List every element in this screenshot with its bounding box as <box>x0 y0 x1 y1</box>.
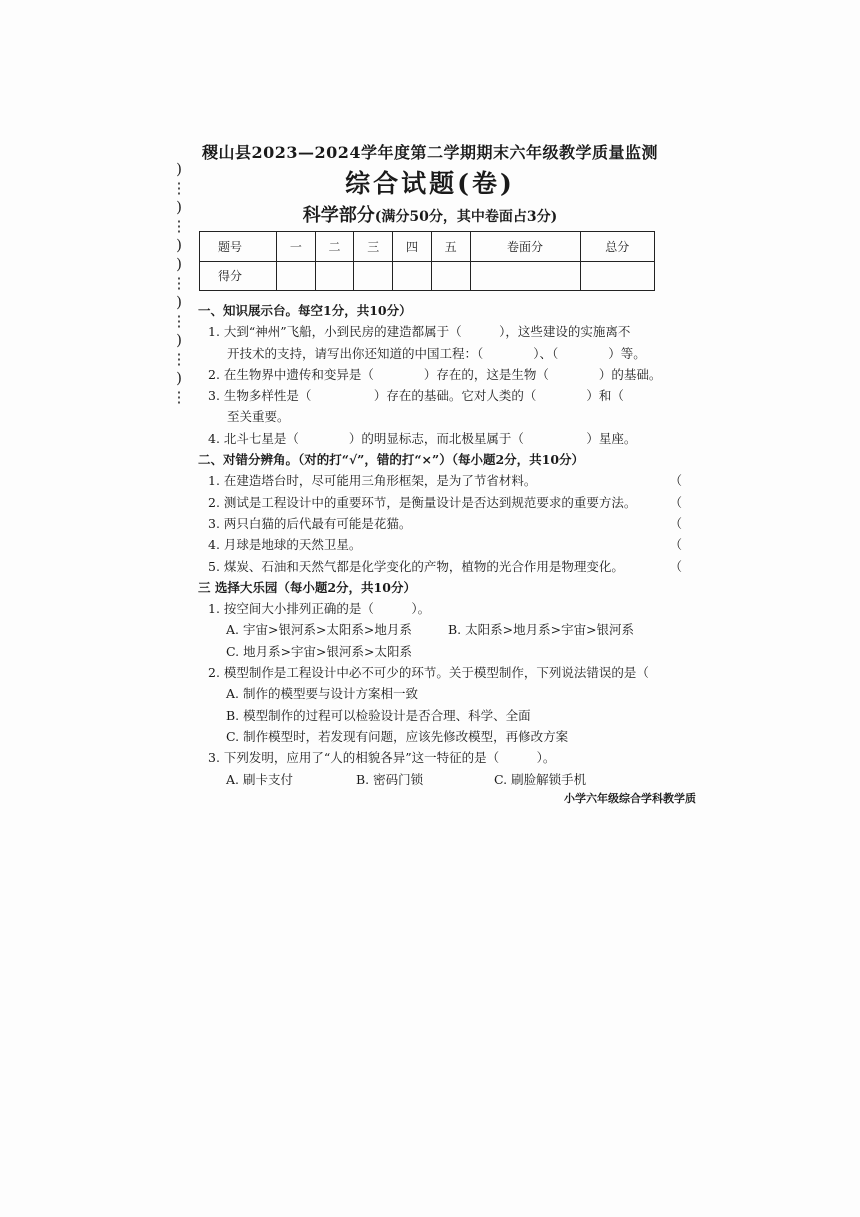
score-blank-cell <box>315 261 354 291</box>
score-blank-cell <box>393 261 432 291</box>
question-line: 2. 在生物界中遗传和变异是（ ）存在的，这是生物（ ）的基础。 <box>208 366 662 382</box>
margin-mark: ⋮ <box>171 179 187 197</box>
subtitle-part: 科学部分 <box>302 205 375 226</box>
margin-mark: ) <box>176 236 182 254</box>
question-line: 开技术的支持，请写出你还知道的中国工程：（ ）、（ ）等。 <box>227 345 646 361</box>
judge-item <box>198 556 682 577</box>
choice-option: C. 刷脸解锁手机 <box>494 771 587 787</box>
choice-question: 2. 模型制作是工程设计中必不可少的环节。关于模型制作，下列说法错误的是（ <box>208 665 649 681</box>
margin-mark: ) <box>176 255 182 273</box>
judge-item <box>198 513 682 534</box>
score-cell: 卷面分 <box>470 232 580 262</box>
score-table <box>199 231 655 291</box>
margin-mark: ⋮ <box>171 388 187 406</box>
choice-question: 3. 下列发明，应用了“人的相貌各异”这一特征的是（ ）。 <box>208 750 556 766</box>
score-table-score-row <box>200 261 655 291</box>
score-cell: 题号 <box>200 232 277 262</box>
exam-header-line: 稷山县2023—2024学年度第二学期期末六年级教学质量监测 <box>201 143 659 162</box>
score-cell: 四 <box>393 232 432 262</box>
choice-option: A. 宇宙>银河系>太阳系>地月系 <box>226 622 412 638</box>
choice-option: A. 制作的模型要与设计方案相一致 <box>226 686 418 702</box>
answer-paren: （ <box>669 515 682 531</box>
judge-item-text: 2. 测试是工程设计中的重要环节，是衡量设计是否达到规范要求的重要方法。 <box>208 494 637 510</box>
answer-paren: （ <box>669 558 682 574</box>
judge-item <box>198 470 682 491</box>
choice-option: B. 太阳系>地月系>宇宙>银河系 <box>448 622 635 638</box>
margin-mark: ) <box>176 293 182 311</box>
judge-item-text: 1. 在建造塔台时，尽可能用三角形框架，是为了节省材料。 <box>208 473 537 489</box>
score-cell: 五 <box>431 232 470 262</box>
choice-options-row <box>198 619 678 640</box>
answer-paren: （ <box>669 473 682 489</box>
margin-mark: ⋮ <box>171 274 187 292</box>
score-blank-cell <box>354 261 393 291</box>
margin-mark: ⋮ <box>171 350 187 368</box>
exam-content <box>198 300 682 790</box>
score-cell: 三 <box>354 232 393 262</box>
margin-mark: ) <box>176 369 182 387</box>
page-footer: 小学六年级综合学科教学质 <box>564 792 696 805</box>
score-blank-cell <box>277 261 316 291</box>
exam-subtitle <box>0 201 860 227</box>
judge-item <box>198 534 682 555</box>
subtitle-score-note: (满分50分，其中卷面占3分) <box>374 209 558 225</box>
question-line: 3. 生物多样性是（ ）存在的基础。它对人类的（ ）和（ <box>208 388 624 404</box>
choice-option: B. 模型制作的过程可以检验设计是否合理、科学、全面 <box>226 707 531 723</box>
choice-option: B. 密码门锁 <box>356 771 424 787</box>
margin-mark: ) <box>176 198 182 216</box>
choice-option: A. 刷卡支付 <box>226 771 293 787</box>
section-1-title: 一、知识展示台。每空1分，共10分） <box>198 303 412 318</box>
section-3-title: 三 选择大乐园（每小题2分，共10分） <box>198 579 416 595</box>
margin-mark: ⋮ <box>171 217 187 235</box>
score-cell: 总分 <box>580 232 654 262</box>
question-line: 1. 大到“神州”飞船，小到民房的建造都属于（ ），这些建设的实施离不 <box>208 324 631 340</box>
margin-mark: ) <box>176 160 182 178</box>
choice-question: 1. 按空间大小排列正确的是（ ）。 <box>208 601 431 617</box>
score-cell: 二 <box>315 232 354 262</box>
judge-item-text: 3. 两只白猫的后代最有可能是花猫。 <box>208 515 412 531</box>
answer-paren: （ <box>669 494 682 510</box>
question-line: 4. 北斗七星是（ ）的明显标志，而北极星属于（ ）星座。 <box>208 430 637 446</box>
score-table-header-row <box>200 232 655 262</box>
answer-paren: （ <box>669 537 682 553</box>
choice-options-row <box>198 769 678 790</box>
score-blank-cell <box>431 261 470 291</box>
judge-item-text: 5. 煤炭、石油和天然气都是化学变化的产物，植物的光合作用是物理变化。 <box>208 558 624 574</box>
judge-item-text: 4. 月球是地球的天然卫星。 <box>208 537 362 553</box>
score-cell: 一 <box>277 232 316 262</box>
margin-mark: ⋮ <box>171 312 187 330</box>
question-line: 至关重要。 <box>227 409 290 425</box>
score-blank-cell <box>580 261 654 291</box>
choice-option: C. 制作模型时，若发现有问题，应该先修改模型，再修改方案 <box>226 728 569 744</box>
judge-item <box>198 492 682 513</box>
margin-mark: ) <box>176 331 182 349</box>
section-2-title: 二、对错分辨角。（对的打“√”，错的打“×”）（每小题2分，共10分） <box>198 452 585 468</box>
exam-title: 综合试题(卷) <box>345 169 515 198</box>
choice-option: C. 地月系>宇宙>银河系>太阳系 <box>226 643 412 659</box>
score-cell: 得分 <box>200 261 277 291</box>
score-blank-cell <box>470 261 580 291</box>
